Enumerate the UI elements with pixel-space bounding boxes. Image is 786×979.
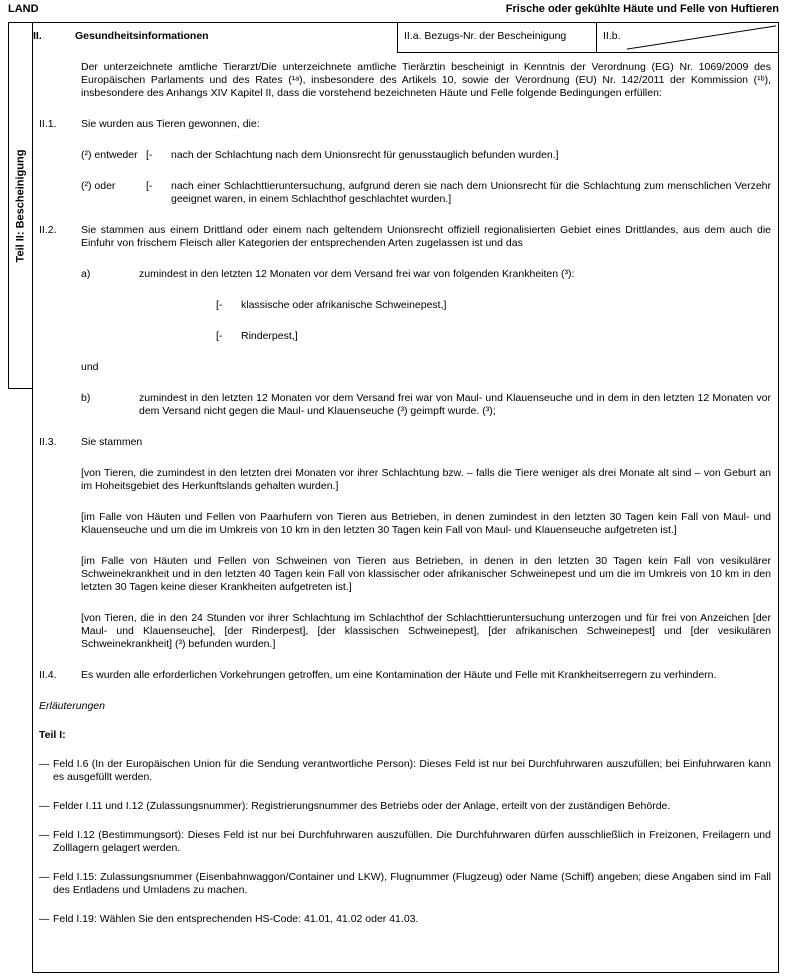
page-top-header <box>8 3 779 16</box>
connector-und <box>39 361 771 374</box>
subitem-a <box>39 268 771 281</box>
note-item-text: Feld I.6 (In der Europäischen Union für die Sendung verantwortliche Person): Dieses Feld ist nur bei Durchfuhrwaren auszufüllen; bei Einfuhrwaren kann es ausgefüllt werden. <box>53 758 771 783</box>
ii3-paragraph-text: [von Tieren, die zumindest in den letzten drei Monaten vor ihrer Schlachtung bzw. – falls die Tiere weniger als drei Monate alt sind – von Geburt an im Hoheitsgebiet des Herkunftslands gehalten wurden.] <box>81 467 771 492</box>
item-ii3 <box>39 436 771 449</box>
item-ii1-text: Sie wurden aus Tieren gewonnen, die: <box>81 118 260 130</box>
bracket-marker: [- <box>146 180 153 192</box>
subitem-b-text: zumindest in den letzten 12 Monaten vor dem Versand frei war von Maul- und Klauenseuche und in dem in den letzten 12 Monaten vor dem Versand nicht gegen die Maul- und Klauenseuche (³) geimpft wurde. (³); <box>139 392 771 417</box>
item-ii2-text: Sie stammen aus einem Drittland oder einem nach geltendem Unionsrecht offiziell regionalisierten Gebiet eines Drittlandes, aus dem auch die Einfuhr von frischem Fleisch aller Kategorien der entsprechenden Arten zugelassen ist und das <box>81 224 771 249</box>
part-ii-side-tab-label: Teil II: Bescheinigung <box>14 149 27 262</box>
subitem-a-lead: a) <box>81 268 91 280</box>
item-ii3-text: Sie stammen <box>81 436 143 448</box>
option-oder-text: nach einer Schlachttieruntersuchung, aufgrund deren sie nach dem Unionsrecht für die Schlachtung zum menschlichen Verzehr geeignet waren, in einem Schlachthof geschlachtet wurden.] <box>171 180 771 205</box>
dash-marker: — <box>39 758 50 770</box>
reference-number-cell <box>397 23 596 53</box>
disease-item-text: klassische oder afrikanische Schweinepest,] <box>241 299 447 311</box>
intro-paragraph <box>39 61 771 100</box>
bracket-marker: [- <box>216 299 223 311</box>
part-ii-side-tab <box>8 22 34 389</box>
section-number: II. <box>33 30 42 42</box>
note-item <box>39 800 771 813</box>
subitem-b <box>39 392 771 418</box>
certificate-content <box>33 53 778 926</box>
option-entweder-lead: (²) entweder <box>81 149 138 161</box>
item-ii2 <box>39 224 771 250</box>
note-item <box>39 913 771 926</box>
note-item-text: Felder I.11 und I.12 (Zulassungsnummer): Registrierungsnummer des Betriebs oder der Anlage, erteilt von der zuständigen Behörde. <box>53 800 671 812</box>
item-ii4-number: II.4. <box>39 669 57 681</box>
bracket-marker: [- <box>216 330 223 342</box>
item-ii1 <box>39 118 771 131</box>
option-oder-lead: (²) oder <box>81 180 116 192</box>
iib-label: II.b. <box>603 30 621 42</box>
ii3-paragraph <box>39 555 771 594</box>
item-ii3-number: II.3. <box>39 436 57 448</box>
dash-marker: — <box>39 871 50 883</box>
note-item-text: Feld I.12 (Bestimmungsort): Dieses Feld ist nur bei Durchfuhrwaren auszufüllen. Die Durchfuhrwaren dürfen ausschließlich in Freizonen, Freilagern und Zolllagern gelagert werden. <box>53 829 771 854</box>
item-ii1-number: II.1. <box>39 118 57 130</box>
option-entweder <box>39 149 771 162</box>
option-oder <box>39 180 771 206</box>
note-item <box>39 758 771 784</box>
ii3-paragraph <box>39 511 771 537</box>
ii3-paragraph-text: [von Tieren, die in den 24 Stunden vor ihrer Schlachtung im Schlachthof der Schlachttieruntersuchung unterzogen und für frei von Anzeichen [der Maul- und Klauenseuche], [der Rinderpest], [der klassischen Schweinepest], [der afrikanischen Schweinepest] und [der vesikulären Schweinekrankheit] (³) befunden wurden.] <box>81 612 771 650</box>
section-title-cell <box>33 23 397 53</box>
disease-item-text: Rinderpest,] <box>241 330 298 342</box>
item-ii4 <box>39 669 771 682</box>
ii3-paragraph-text: [im Falle von Häuten und Fellen von Paarhufern von Tieren aus Betrieben, in denen zumindest in den letzten 30 Tagen kein Fall von Maul- und Klauenseuche und um die im Umkreis von 10 km in den letzten 30 Tagen kein Fall von Maul- und Klauenseuche aufgetreten ist.] <box>81 511 771 536</box>
country-label: LAND <box>8 3 39 15</box>
item-ii2-number: II.2. <box>39 224 57 236</box>
ii3-paragraph-text: [im Falle von Häuten und Fellen von Schweinen von Tieren aus Betrieben, in denen in den letzten 30 Tagen kein Fall von vesikulärer Schweinekrankheit und in den letzten 40 Tagen kein Fall von klassischer oder afrikanischer Schweinepest und um die im Umkreis von 10 km in den letzten 30 Tagen keine dieser Krankheiten aufgetreten ist.] <box>81 555 771 593</box>
notes-heading: Erläuterungen <box>39 700 105 712</box>
dash-marker: — <box>39 800 50 812</box>
intro-text: Der unterzeichnete amtliche Tierarzt/Die unterzeichnete amtliche Tierärztin bescheinigt in Kenntnis der Verordnung (EG) Nr. 1069/2009 des Europäischen Parlaments und des Rates (¹ᵃ), insbesondere des Artikels 10, sowie der Verordnung (EU) Nr. 142/2011 der Kommission (¹ᵇ), insbesondere des Anhangs XIV Kapitel II, dass die vorstehend bezeichneten Häute und Felle folgende Bedingungen erfüllen: <box>81 61 771 99</box>
section-title: Gesundheitsinformationen <box>75 30 209 42</box>
note-item <box>39 829 771 855</box>
ii3-paragraph <box>39 612 771 651</box>
bracket-marker: [- <box>146 149 153 161</box>
disease-item <box>39 299 771 312</box>
option-entweder-text: nach der Schlachtung nach dem Unionsrecht für genusstauglich befunden wurden.] <box>171 149 559 161</box>
dash-marker: — <box>39 829 50 841</box>
diagonal-line <box>597 23 778 52</box>
part-i-heading: Teil I: <box>39 729 66 741</box>
subitem-a-text: zumindest in den letzten 12 Monaten vor dem Versand frei war von folgenden Krankheiten (³): <box>139 268 575 280</box>
iib-cell <box>596 23 778 53</box>
note-item-text: Feld I.19: Wählen Sie den entsprechenden HS-Code: 41.01, 41.02 oder 41.03. <box>53 913 419 925</box>
certificate-body-frame <box>32 22 779 973</box>
dash-marker: — <box>39 913 50 925</box>
reference-number-label: II.a. Bezugs-Nr. der Bescheinigung <box>404 30 567 42</box>
note-item <box>39 871 771 897</box>
certificate-header-row <box>33 23 778 53</box>
subitem-b-lead: b) <box>81 392 91 404</box>
note-item-text: Feld I.15: Zulassungsnummer (Eisenbahnwaggon/Container und LKW), Flugnummer (Flugzeug) oder Name (Schiff) angeben; diese Angaben sind im Fall des Entladens und Umladens zu machen. <box>53 871 771 896</box>
disease-item <box>39 330 771 343</box>
document-title: Frische oder gekühlte Häute und Felle von Huftieren <box>505 3 779 15</box>
ii3-paragraph <box>39 467 771 493</box>
item-ii4-text: Es wurden alle erforderlichen Vorkehrungen getroffen, um eine Kontamination der Häute und Felle mit Krankheitserregern zu verhindern. <box>81 669 717 681</box>
connector-und-text: und <box>81 361 99 373</box>
notes-section <box>39 700 771 926</box>
